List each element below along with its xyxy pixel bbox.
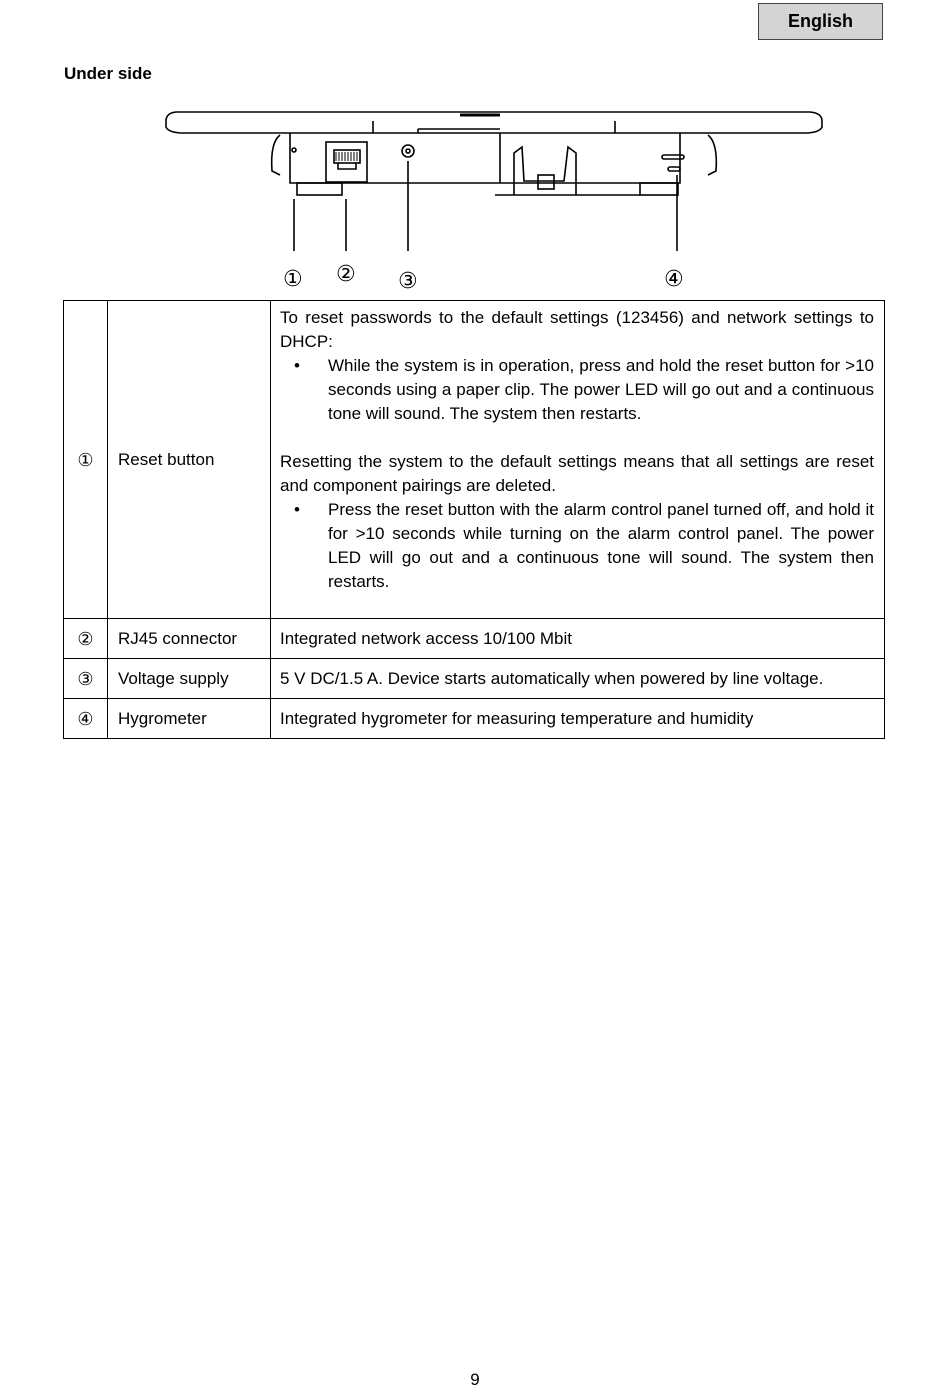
callout-2: ②	[336, 261, 356, 286]
callout-3: ③	[398, 268, 418, 293]
row-number: ②	[64, 619, 108, 659]
row-label: Reset button	[108, 301, 271, 619]
list-item: • While the system is in operation, press and hold the reset button for >10 seconds using a paper clip. The power LED will go out and a continuous tone will sound. The system then restarts.	[280, 354, 874, 426]
connections-table	[63, 300, 885, 739]
callout-1: ①	[283, 266, 303, 291]
table-row	[64, 659, 885, 699]
bullet-list	[280, 354, 874, 426]
section-title: Under side	[64, 64, 152, 83]
row-label: Voltage supply	[108, 659, 271, 699]
row-description	[271, 301, 885, 619]
table-row	[64, 301, 885, 619]
page-number: 9	[470, 1370, 480, 1389]
row-number: ③	[64, 659, 108, 699]
table-row	[64, 619, 885, 659]
row-description: Integrated hygrometer for measuring temperature and humidity	[271, 699, 885, 739]
reset-intro-default: Resetting the system to the default settings means that all settings are reset and component pairings are deleted.	[280, 452, 874, 495]
row-description: Integrated network access 10/100 Mbit	[271, 619, 885, 659]
device-underside-illustration	[160, 105, 830, 295]
row-number: ①	[64, 301, 108, 619]
list-item: • Press the reset button with the alarm control panel turned off, and hold it for >10 seconds while turning on the alarm control panel. The power LED will go out and a continuous tone will sound. The system then restarts.	[280, 498, 874, 594]
row-number: ④	[64, 699, 108, 739]
row-description: 5 V DC/1.5 A. Device starts automatically when powered by line voltage.	[271, 659, 885, 699]
table-row	[64, 699, 885, 739]
row-label: Hygrometer	[108, 699, 271, 739]
reset-intro-passwords: To reset passwords to the default settings (123456) and network settings to DHCP:	[280, 308, 874, 351]
language-tab: English	[758, 3, 883, 40]
bullet-list	[280, 498, 874, 594]
row-label: RJ45 connector	[108, 619, 271, 659]
callout-4: ④	[664, 266, 684, 291]
